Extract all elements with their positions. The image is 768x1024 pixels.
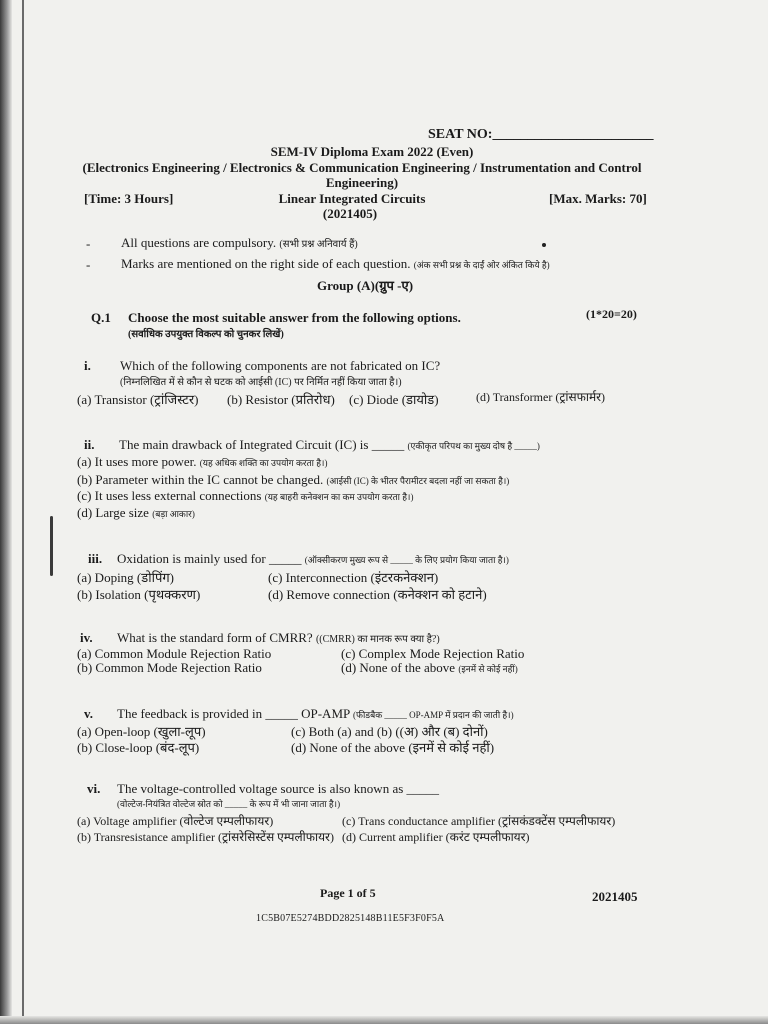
seat-number-field: SEAT NO:_______________________ xyxy=(428,127,654,142)
exam-title: SEM-IV Diploma Exam 2022 (Even) xyxy=(270,144,474,159)
footer-paper-code: 2021405 xyxy=(592,889,638,904)
margin-bracket-mark xyxy=(50,516,53,576)
question-v xyxy=(117,706,514,722)
subject-name: Linear Integrated Circuits xyxy=(278,191,426,206)
question-vi-hindi: (वोल्टेज-नियंत्रित वोल्टेज स्रोत को _____ के रूप में भी जाना जाता है।) xyxy=(117,799,341,809)
branches-line-2: Engineering) xyxy=(325,175,399,190)
page-bottom-edge xyxy=(0,1016,768,1024)
question-i-option-c: (c) Diode (डायोड) xyxy=(349,392,439,407)
question-ii-hindi: (एकीकृत परिपथ का मुख्य दोष है _____) xyxy=(407,441,540,451)
question-i-option-b: (b) Resistor (प्रतिरोध) xyxy=(227,392,335,407)
question-ii-option-a-text: (a) It uses more power. xyxy=(77,454,197,469)
question-vi-option-c: (c) Trans conductance amplifier (ट्रांसकंडक्टेंस एम्पलीफायर) xyxy=(342,814,616,828)
question-iv-option-d xyxy=(341,660,518,676)
question-iv-option-d-text: (d) None of the above xyxy=(341,660,456,675)
instruction-1 xyxy=(121,235,358,251)
question-iv-option-b: (b) Common Mode Rejection Ratio xyxy=(77,660,262,675)
question-ii-option-b xyxy=(77,472,509,488)
q1-number: Q.1 xyxy=(91,310,111,325)
question-iv-hindi: ((CMRR) का मानक रूप क्या है?) xyxy=(315,634,440,645)
question-vi-option-d: (d) Current amplifier (करंट एम्पलीफायर) xyxy=(342,830,530,844)
exam-time: [Time: 3 Hours] xyxy=(84,191,174,206)
question-ii-option-d-hindi: (बड़ा आकार) xyxy=(152,509,195,519)
question-v-option-c: (c) Both (a) and (b) ((अ) और (ब) दोनों) xyxy=(291,724,488,739)
question-iv-option-d-hindi: (इनमें से कोई नहीं) xyxy=(458,664,518,674)
question-i-number: i. xyxy=(84,358,91,373)
instruction-2-text: Marks are mentioned on the right side of each question. xyxy=(121,256,411,271)
instruction-1-text: All questions are compulsory. xyxy=(121,235,277,250)
question-ii-option-b-hindi: (आईसी (IC) के भीतर पैरामीटर बदला नहीं जा सकता है।) xyxy=(326,476,510,486)
branches-line-1: (Electronics Engineering / Electronics & Communication Engineering / Instrumentation and Control xyxy=(82,160,642,175)
instruction-1-bullet: - xyxy=(86,236,91,251)
question-ii-option-c-hindi: (यह बाहरी कनेक्शन का कम उपयोग करता है।) xyxy=(264,492,414,502)
question-ii-option-c-text: (c) It uses less external connections xyxy=(77,488,262,503)
question-iii-number: iii. xyxy=(88,551,103,566)
question-iii-option-d: (d) Remove connection (कनेक्शन को हटाने) xyxy=(268,587,487,602)
page-number: Page 1 of 5 xyxy=(320,886,376,900)
question-iv-option-a: (a) Common Module Rejection Ratio xyxy=(77,646,272,661)
page-binding-line xyxy=(22,0,24,1024)
question-ii-number: ii. xyxy=(84,437,95,452)
question-iv-option-c: (c) Complex Mode Rejection Ratio xyxy=(341,646,525,661)
question-i-text: Which of the following components are not fabricated on IC? xyxy=(120,358,441,373)
question-iii-text: Oxidation is mainly used for _____ xyxy=(117,551,302,566)
footer-hash-code: 1C5B07E5274BDD2825148B11E5F3F0F5A xyxy=(256,913,445,924)
question-ii-option-a xyxy=(77,454,327,470)
question-iii xyxy=(117,551,509,567)
question-vi-text: The voltage-controlled voltage source is also known as _____ xyxy=(117,781,440,796)
question-vi-option-a: (a) Voltage amplifier (वोल्टेज एम्पलीफायर) xyxy=(77,814,274,828)
instruction-2-hindi: (अंक सभी प्रश्न के दाईं ओर अंकित किये है) xyxy=(413,260,550,270)
question-v-option-d: (d) None of the above (इनमें से कोई नहीं) xyxy=(291,740,495,755)
question-v-number: v. xyxy=(84,706,94,721)
question-v-text: The feedback is provided in _____ OP-AMP xyxy=(117,706,350,721)
question-iii-hindi: (ऑक्सीकरण मुख्य रूप से _____ के लिए प्रयोग किया जाता है।) xyxy=(304,555,509,565)
question-i-option-d: (d) Transformer (ट्रांसफार्मर) xyxy=(476,390,606,404)
question-iv xyxy=(117,630,440,646)
question-iv-text: What is the standard form of CMRR? xyxy=(117,630,313,645)
question-i-hindi: (निम्नलिखित में से कौन से घटक को आईसी (IC) पर निर्मित नहीं किया जाता है।) xyxy=(120,377,402,388)
instruction-2-bullet: - xyxy=(86,257,91,272)
subject-code: (2021405) xyxy=(322,206,378,221)
question-iv-number: iv. xyxy=(80,630,93,645)
q1-instruction-hindi: (सर्वाधिक उपयुक्त विकल्प को चुनकर लिखें) xyxy=(128,329,284,340)
question-v-option-b: (b) Close-loop (बंद-लूप) xyxy=(77,740,200,755)
question-v-option-a: (a) Open-loop (खुला-लूप) xyxy=(77,724,206,739)
stray-dot xyxy=(542,243,546,247)
question-i-option-a: (a) Transistor (ट्रांजिस्टर) xyxy=(77,392,199,407)
question-vi-option-b: (b) Transresistance amplifier (ट्रांसरेसिस्टेंस एम्पलीफायर) xyxy=(77,830,334,844)
question-ii xyxy=(119,437,540,453)
question-iii-option-a: (a) Doping (डोपिंग) xyxy=(77,570,174,585)
question-ii-option-d-text: (d) Large size xyxy=(77,505,149,520)
group-heading: Group (A)(ग्रुप -ए) xyxy=(316,278,414,293)
question-ii-option-c xyxy=(77,488,413,504)
page-left-edge xyxy=(0,0,12,1024)
max-marks: [Max. Marks: 70] xyxy=(549,191,647,206)
q1-instruction: Choose the most suitable answer from the following options. xyxy=(128,310,461,325)
question-iii-option-b: (b) Isolation (पृथक्करण) xyxy=(77,587,201,602)
instruction-1-hindi: (सभी प्रश्न अनिवार्य हैं) xyxy=(279,239,358,250)
question-ii-option-b-text: (b) Parameter within the IC cannot be changed. xyxy=(77,472,324,487)
question-v-hindi: (फीडबैक _____ OP-AMP में प्रदान की जाती है।) xyxy=(353,710,514,720)
question-ii-option-d xyxy=(77,505,195,521)
question-ii-option-a-hindi: (यह अधिक शक्ति का उपयोग करता है।) xyxy=(199,458,328,468)
question-iii-option-c: (c) Interconnection (इंटरकनेक्शन) xyxy=(268,570,439,585)
question-ii-text: The main drawback of Integrated Circuit (IC) is _____ xyxy=(119,437,405,452)
instruction-2 xyxy=(121,256,550,272)
question-vi-number: vi. xyxy=(87,781,101,796)
q1-marks: (1*20=20) xyxy=(586,307,637,321)
